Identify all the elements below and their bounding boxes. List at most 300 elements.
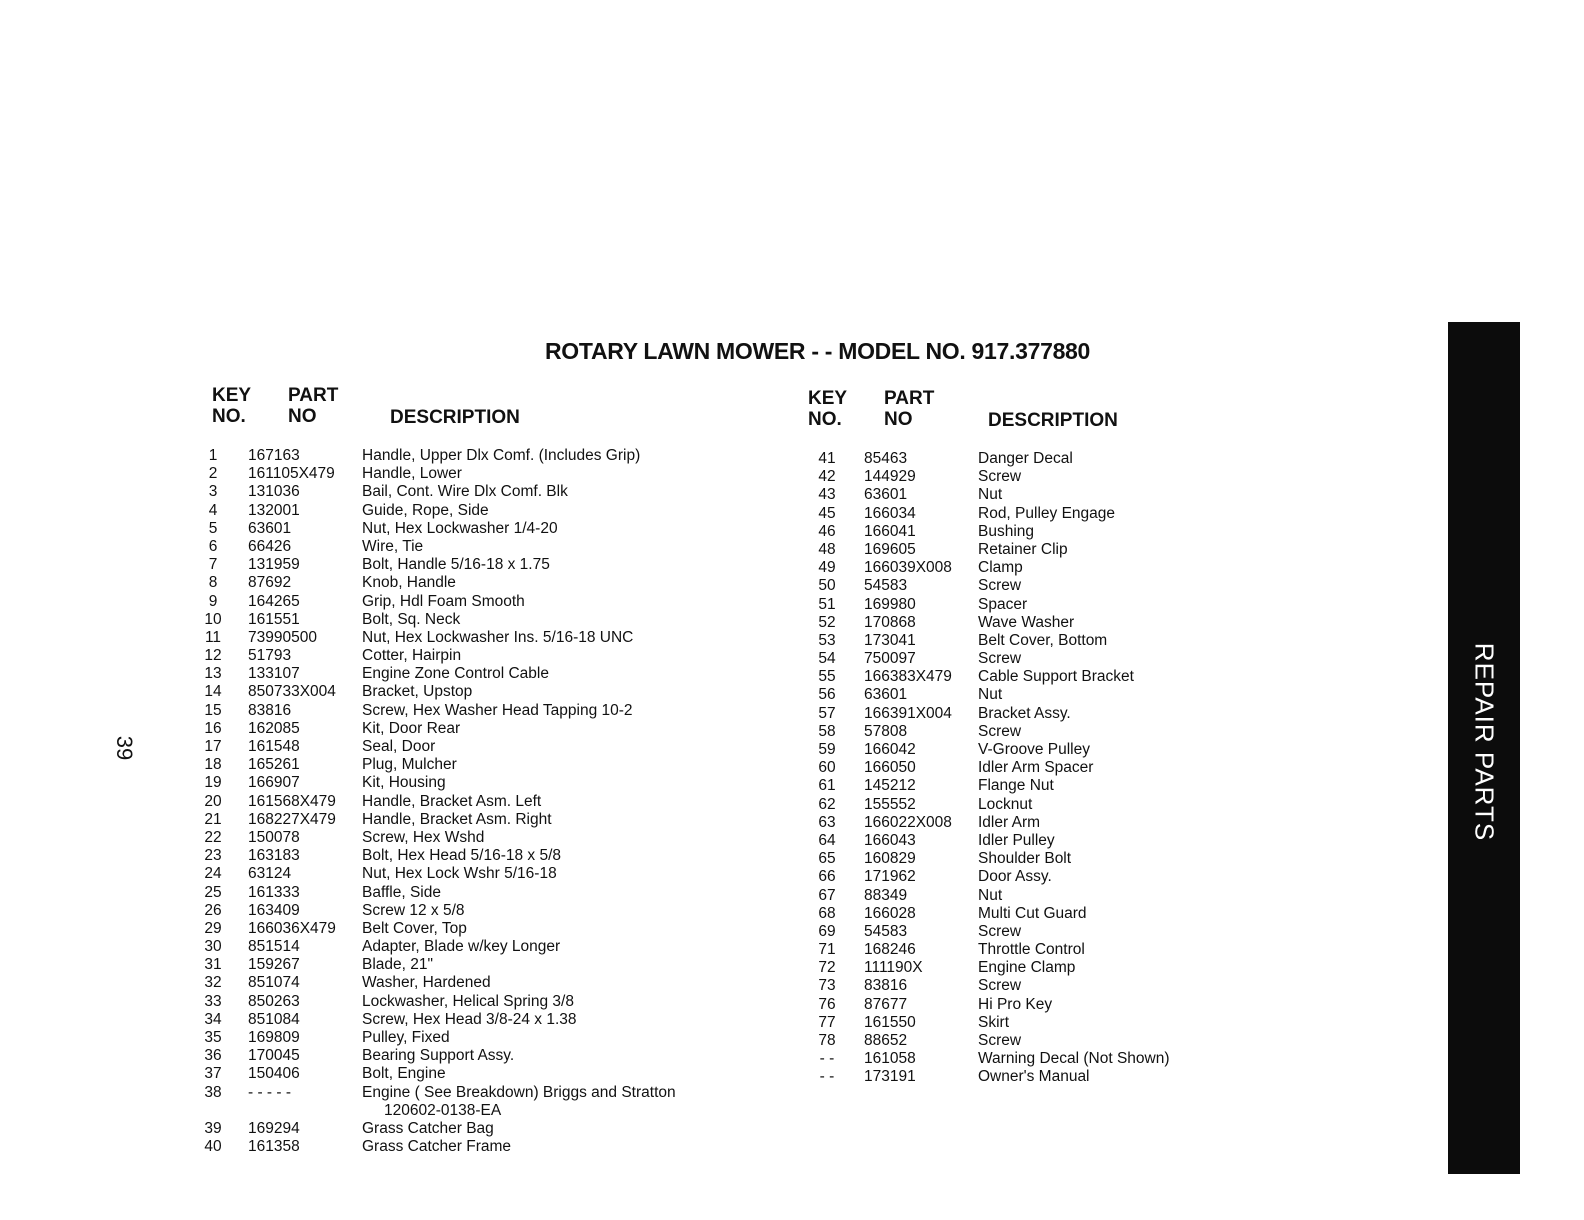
part-description [362, 465, 462, 483]
table-row [198, 538, 758, 556]
table-row [198, 502, 758, 520]
key-number: 24 [204, 865, 222, 883]
part-description [362, 483, 568, 501]
part-description [978, 1032, 1021, 1050]
part-description-text: Idler Arm [978, 813, 1041, 831]
part-description [978, 832, 1055, 850]
table-row [198, 611, 758, 629]
key-number: 22 [204, 828, 222, 846]
part-description-text: Wave Washer [978, 613, 1075, 631]
part-number: 166907 [248, 774, 300, 792]
part-number: 87677 [864, 995, 908, 1013]
key-number: 20 [204, 792, 222, 810]
table-row [198, 865, 758, 883]
part-description [978, 614, 1074, 632]
key-number: 11 [204, 628, 222, 646]
part-number: 169980 [864, 595, 916, 613]
part-description-text: Baffle, Side [362, 883, 441, 901]
part-description [978, 741, 1090, 759]
key-header: KEY NO. [212, 385, 252, 427]
table-row [808, 723, 1368, 741]
part-number: 750097 [864, 650, 916, 668]
table-row [198, 520, 758, 538]
table-header [198, 385, 758, 447]
part-number: 73990500 [248, 628, 317, 646]
part-description [362, 1065, 446, 1083]
part-description-text: Locknut [978, 795, 1033, 813]
key-number: 7 [208, 556, 218, 574]
part-description-text: Lockwasher, Helical Spring 3/8 [362, 992, 574, 1010]
part-description-text: Handle, Bracket Asm. Left [362, 792, 542, 810]
part-number: 66426 [248, 537, 292, 555]
key-number: 18 [204, 756, 222, 774]
part-number: 163409 [248, 901, 300, 919]
part-description [978, 996, 1052, 1014]
part-number: 161568X479 [248, 792, 336, 810]
table-row [198, 974, 758, 992]
part-description [978, 1014, 1009, 1032]
part-description [362, 593, 525, 611]
part-number: 166039X008 [864, 559, 952, 577]
table-row [808, 959, 1368, 977]
table-row [198, 774, 758, 792]
table-row [808, 523, 1368, 541]
part-description [362, 447, 640, 465]
key-number: 61 [818, 777, 836, 795]
key-number: 71 [818, 941, 836, 959]
key-number: 21 [204, 810, 222, 828]
key-number: 17 [204, 738, 222, 755]
part-description [362, 1011, 577, 1029]
key-number: 37 [204, 1065, 222, 1083]
table-row [198, 593, 758, 611]
part-description [978, 541, 1068, 559]
key-number: 19 [204, 774, 222, 792]
table-row [808, 614, 1368, 632]
key-number: 58 [818, 722, 836, 740]
table-row [198, 793, 758, 811]
key-number: 48 [818, 540, 836, 558]
part-description [362, 938, 560, 956]
key-number: 30 [204, 938, 222, 956]
key-number: 66 [818, 868, 836, 886]
part-description-text: Rod, Pulley Engage [978, 504, 1116, 522]
part-description-text: Knob, Handle [362, 574, 456, 592]
part-description-text: Nut [978, 486, 1003, 504]
key-number: 63 [818, 813, 836, 831]
part-description [362, 574, 456, 592]
table-row [808, 486, 1368, 504]
key-number: 3 [208, 483, 218, 501]
part-description-text: Screw [978, 468, 1022, 486]
table-header [808, 388, 1368, 450]
part-description [978, 941, 1085, 959]
part-description-text: Nut, Hex Lockwasher Ins. 5/16-18 UNC [362, 628, 634, 646]
key-number: 50 [818, 577, 836, 595]
table-row [198, 1047, 758, 1065]
part-description [978, 777, 1054, 795]
table-row [808, 923, 1368, 941]
table-row [808, 577, 1368, 595]
part-description-text: Plug, Mulcher [362, 756, 457, 774]
part-number: 161105X479 [248, 465, 335, 483]
part-number: 145212 [864, 777, 916, 795]
table-row [808, 468, 1368, 486]
part-description [978, 868, 1052, 886]
part-number: 132001 [248, 501, 300, 519]
table-row [198, 738, 758, 756]
part-number: 57808 [864, 722, 908, 740]
part-description [978, 723, 1021, 741]
part-description [978, 450, 1073, 468]
part-description-text: Screw [978, 1032, 1022, 1049]
part-description-text: Multi Cut Guard [978, 904, 1087, 922]
part-description [362, 1138, 511, 1156]
table-row [808, 996, 1368, 1014]
key-number: 69 [818, 922, 836, 940]
part-description-text: Bolt, Handle 5/16-18 x 1.75 [362, 556, 550, 574]
part-description [362, 865, 557, 883]
key-number: 6 [208, 537, 218, 555]
part-description [362, 556, 550, 574]
part-description-text: Warning Decal (Not Shown) [978, 1050, 1170, 1068]
part-description [362, 1047, 514, 1065]
part-number: 166041 [864, 522, 916, 540]
part-description [362, 502, 489, 520]
page-number: 39 [112, 735, 138, 761]
table-row [808, 505, 1368, 523]
part-number: 161358 [248, 1138, 300, 1156]
key-number: 51 [818, 595, 836, 613]
part-description-text: Owner's Manual [978, 1068, 1090, 1086]
description-header: DESCRIPTION [390, 407, 520, 428]
part-number: 850733X004 [248, 683, 336, 701]
key-number: 25 [204, 883, 222, 901]
key-number: 40 [204, 1138, 222, 1156]
part-number: 155552 [864, 795, 916, 813]
key-number: 46 [818, 522, 836, 540]
part-description-text: Handle, Upper Dlx Comf. (Includes Grip) [362, 447, 641, 464]
table-row [198, 447, 758, 465]
part-description-text: Grip, Hdl Foam Smooth [362, 592, 525, 610]
part-number: 133107 [248, 665, 300, 683]
key-number: 77 [818, 1013, 836, 1031]
part-number: 144929 [864, 468, 916, 486]
part-description [362, 902, 465, 920]
part-description [978, 486, 1002, 504]
part-description [978, 505, 1115, 523]
part-number: 169809 [248, 1029, 300, 1046]
key-number: 76 [818, 995, 836, 1013]
description-header: DESCRIPTION [988, 410, 1118, 431]
part-description-text: Shoulder Bolt [978, 850, 1072, 868]
part-description-text: Screw [978, 722, 1022, 740]
parts-list-left [198, 447, 758, 1156]
part-number: 83816 [248, 701, 292, 719]
table-row [808, 796, 1368, 814]
part-description-text: Handle, Bracket Asm. Right [362, 810, 552, 828]
key-number: - - [819, 1050, 835, 1068]
part-number: 83816 [864, 977, 908, 995]
key-number: 62 [818, 795, 836, 813]
table-row [808, 1014, 1368, 1032]
table-row [198, 902, 758, 920]
key-number: 10 [204, 610, 222, 628]
key-number: 64 [818, 831, 836, 849]
part-description [978, 559, 1023, 577]
key-number: 55 [818, 668, 836, 686]
part-number: 111190X [864, 959, 923, 977]
part-description-text: Bearing Support Assy. [362, 1047, 515, 1065]
page-title: ROTARY LAWN MOWER - - MODEL NO. 917.377880 [545, 338, 1091, 364]
repair-parts-tab [1448, 322, 1520, 1174]
table-row [808, 1032, 1368, 1050]
table-row [198, 847, 758, 865]
part-description-text: Seal, Door [362, 738, 436, 755]
table-row [198, 811, 758, 829]
part-description-text: Bail, Cont. Wire Dlx Comf. Blk [362, 483, 568, 501]
part-number: 162085 [248, 719, 300, 737]
part-description-text: Clamp [978, 559, 1023, 577]
part-number: 51793 [248, 647, 292, 665]
table-row [808, 1068, 1368, 1086]
part-number: 166022X008 [864, 813, 952, 831]
key-number: 4 [208, 501, 218, 519]
part-number: 167163 [248, 447, 300, 464]
part-description [362, 793, 541, 811]
table-row [198, 556, 758, 574]
table-row [808, 596, 1368, 614]
key-number: 42 [818, 468, 836, 486]
part-description-text: Bolt, Hex Head 5/16-18 x 5/8 [362, 847, 562, 865]
part-description [362, 720, 460, 738]
part-description [978, 905, 1087, 923]
part-description [362, 611, 460, 629]
table-row [808, 541, 1368, 559]
part-description-continued: 120602-0138-EA [384, 1101, 502, 1119]
part-description-text: Bolt, Engine [362, 1065, 446, 1083]
key-number: 78 [818, 1032, 836, 1049]
part-number: 169605 [864, 540, 916, 558]
part-description-text: Danger Decal [978, 450, 1073, 467]
table-row [198, 465, 758, 483]
part-description-text: Kit, Door Rear [362, 719, 461, 737]
part-number: 63601 [864, 486, 908, 504]
part-number: 851084 [248, 1010, 300, 1028]
part-number: 173191 [864, 1068, 916, 1086]
table-row [198, 993, 758, 1011]
table-row [808, 777, 1368, 795]
part-description [362, 1120, 494, 1138]
part-description-text: Screw 12 x 5/8 [362, 901, 465, 919]
part-description [978, 977, 1021, 995]
parts-table-right [808, 388, 1368, 1087]
repair-parts-tab-label: REPAIR PARTS [1469, 642, 1500, 842]
part-description-text: Screw, Hex Washer Head Tapping 10-2 [362, 701, 633, 719]
key-number: 45 [818, 504, 836, 522]
part-header: PART NO [884, 388, 935, 430]
part-description-text: Bracket Assy. [978, 704, 1071, 722]
part-description [978, 759, 1093, 777]
part-description [362, 993, 574, 1011]
part-number: 161333 [248, 883, 300, 901]
part-number: 171962 [864, 868, 916, 886]
table-row [808, 941, 1368, 959]
part-description-text: Bushing [978, 522, 1035, 540]
part-number: 168227X479 [248, 810, 336, 828]
key-number: 2 [208, 465, 218, 483]
key-number: 16 [204, 719, 222, 737]
table-row [808, 559, 1368, 577]
part-description [362, 956, 433, 974]
part-number: 161058 [864, 1050, 916, 1068]
part-description-text: V-Groove Pulley [978, 741, 1090, 758]
part-number: 851074 [248, 974, 300, 992]
table-row [808, 686, 1368, 704]
table-row [198, 884, 758, 902]
key-header: KEY NO. [808, 388, 848, 430]
table-row [808, 632, 1368, 650]
key-number: 68 [818, 904, 836, 922]
part-description-text: Grass Catcher Bag [362, 1119, 494, 1137]
part-number: 87692 [248, 574, 292, 592]
part-number: 166383X479 [864, 668, 952, 686]
table-row [198, 629, 758, 647]
part-number: 173041 [864, 631, 916, 649]
part-number: 166028 [864, 904, 916, 922]
part-number: 88349 [864, 886, 908, 904]
part-number: 166034 [864, 504, 916, 522]
table-row [808, 650, 1368, 668]
table-row [808, 814, 1368, 832]
key-number: 13 [204, 665, 222, 683]
key-number: 1 [208, 447, 218, 464]
part-description-text: Belt Cover, Bottom [978, 631, 1108, 649]
part-description-text: Screw [978, 650, 1022, 668]
part-description-text: Screw [978, 977, 1022, 995]
key-number: 12 [204, 647, 222, 665]
table-row [198, 720, 758, 738]
part-description-text: Belt Cover, Top [362, 919, 467, 937]
table-row [808, 887, 1368, 905]
part-number: 150406 [248, 1065, 300, 1083]
key-number: 26 [204, 901, 222, 919]
table-row [808, 668, 1368, 686]
part-number: 168246 [864, 941, 916, 959]
table-row [198, 1029, 758, 1047]
table-row [808, 759, 1368, 777]
part-description [362, 974, 491, 992]
part-description [978, 577, 1021, 595]
part-number: 170045 [248, 1047, 300, 1065]
part-description-text: Idler Pulley [978, 831, 1055, 849]
table-row [198, 683, 758, 701]
key-number: 59 [818, 741, 836, 758]
part-description [362, 829, 484, 847]
key-number: 14 [204, 683, 222, 701]
table-row [808, 905, 1368, 923]
part-number: 131959 [248, 556, 300, 574]
part-description-text: Cable Support Bracket [978, 668, 1134, 686]
part-description [978, 796, 1032, 814]
parts-list-right [808, 450, 1368, 1087]
part-number: - - - - - [248, 1083, 292, 1101]
part-number: 150078 [248, 828, 300, 846]
part-description-text: Grass Catcher Frame [362, 1138, 512, 1156]
parts-table-left [198, 385, 758, 1156]
key-number: 34 [204, 1010, 222, 1028]
part-description [978, 1068, 1090, 1086]
key-number: 23 [204, 847, 222, 865]
part-number: 63601 [864, 686, 908, 704]
part-number: 166391X004 [864, 704, 952, 722]
part-number: 161551 [248, 610, 300, 628]
part-description-text: Blade, 21" [362, 956, 433, 974]
key-number: 54 [818, 650, 836, 668]
key-number: 72 [818, 959, 836, 977]
part-description-text: Guide, Rope, Side [362, 501, 489, 519]
part-description [362, 1029, 450, 1047]
part-description [978, 650, 1021, 668]
part-description-text: Cotter, Hairpin [362, 647, 462, 665]
part-description-text: Kit, Housing [362, 774, 446, 792]
part-number: 163183 [248, 847, 300, 865]
key-number: 73 [818, 977, 836, 995]
part-number: 165261 [248, 756, 300, 774]
part-number: 166043 [864, 831, 916, 849]
part-description [362, 629, 633, 647]
part-description-text: Door Assy. [978, 868, 1052, 886]
part-number: 88652 [864, 1032, 908, 1049]
table-row [198, 483, 758, 501]
part-description [362, 811, 552, 829]
table-row [198, 920, 758, 938]
part-number: 170868 [864, 613, 916, 631]
table-row [198, 1138, 758, 1156]
part-description [978, 923, 1021, 941]
part-description [362, 520, 558, 538]
part-description-text: Pulley, Fixed [362, 1029, 450, 1046]
part-description-text: Engine ( See Breakdown) Briggs and Stratton [362, 1083, 676, 1101]
part-number: 54583 [864, 577, 908, 595]
part-description-text: Skirt [978, 1013, 1009, 1031]
part-description-text: Throttle Control [978, 941, 1085, 959]
key-number: 52 [818, 613, 836, 631]
part-description [362, 647, 461, 665]
part-description [978, 887, 1002, 905]
table-row [808, 1050, 1368, 1068]
table-row [198, 702, 758, 720]
key-number: 41 [818, 450, 836, 467]
table-row [198, 1065, 758, 1083]
table-row [198, 1011, 758, 1029]
table-row [808, 977, 1368, 995]
part-description [362, 738, 435, 756]
key-number: 33 [204, 992, 222, 1010]
part-number: 166036X479 [248, 919, 336, 937]
part-description-text: Nut [978, 886, 1003, 904]
part-number: 159267 [248, 956, 300, 974]
key-number: 65 [818, 850, 836, 868]
table-row [198, 647, 758, 665]
part-description [362, 702, 633, 720]
part-description-text: Nut [978, 686, 1003, 704]
part-number: 164265 [248, 592, 300, 610]
table-row [198, 1120, 758, 1138]
part-description-text: Bolt, Sq. Neck [362, 610, 461, 628]
part-description [362, 884, 441, 902]
part-description-text: Nut, Hex Lock Wshr 5/16-18 [362, 865, 557, 883]
